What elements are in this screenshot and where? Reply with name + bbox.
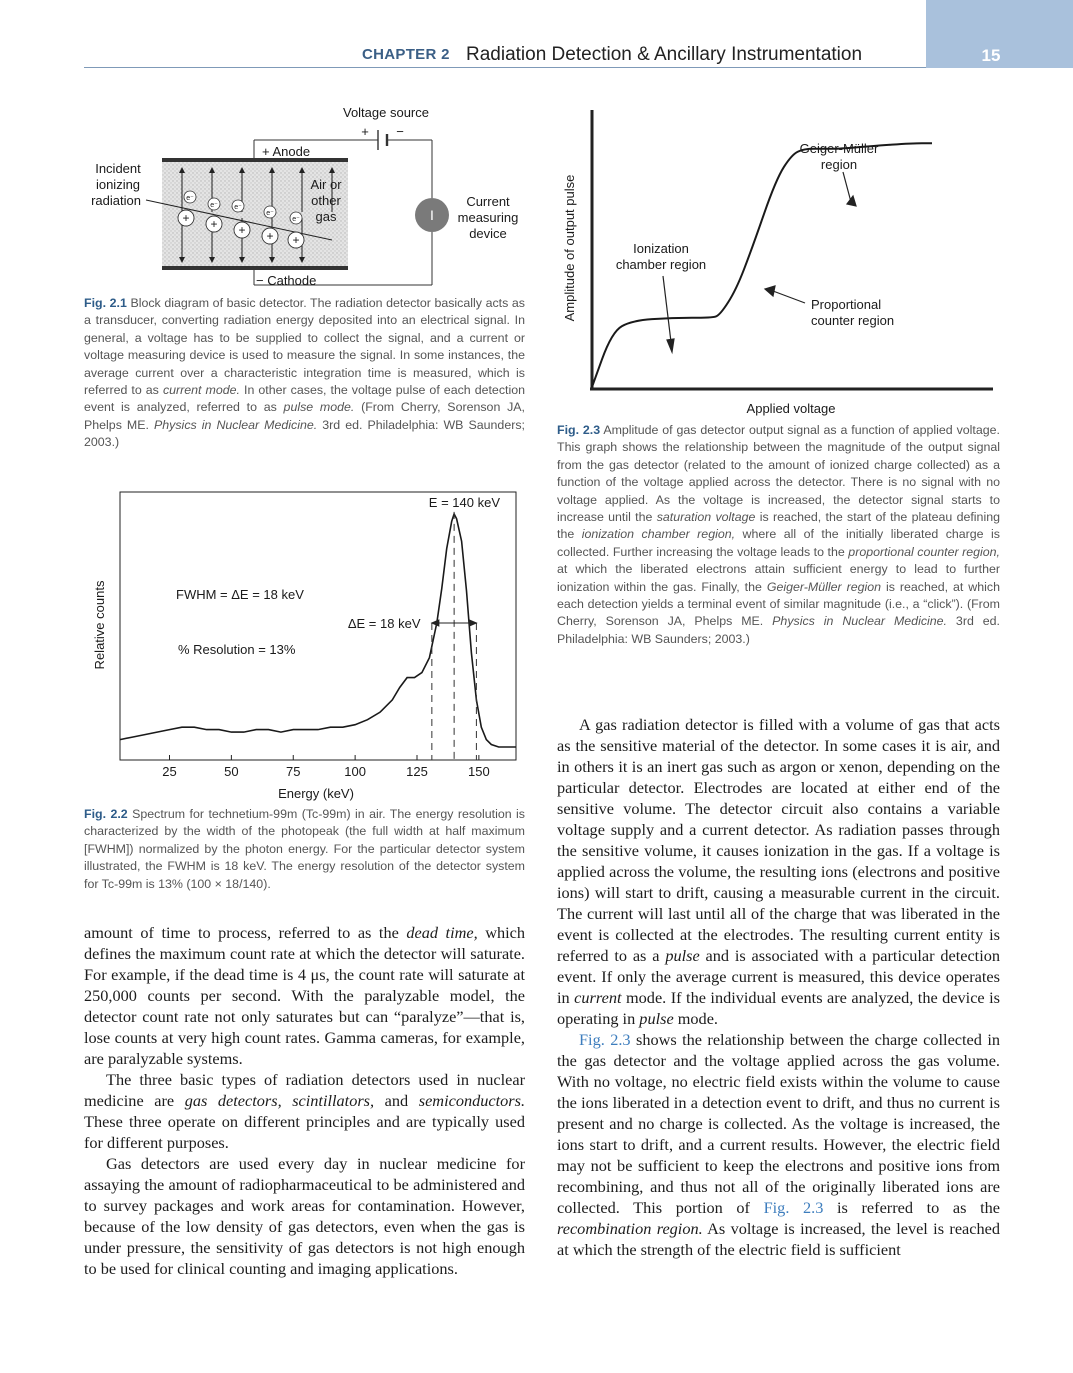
voltage-plus: + <box>361 124 369 139</box>
ion-4-label: + <box>266 229 274 243</box>
fig22-xlabel: Energy (keV) <box>278 786 354 801</box>
fig21-detector-diagram <box>84 100 544 292</box>
fig22-caption-label: Fig. 2.2 <box>84 807 128 821</box>
ion-5-label: + <box>292 233 300 247</box>
voltage-minus: − <box>396 124 404 139</box>
incident-label-2: ionizing <box>95 177 141 192</box>
electron-2-label: e⁻ <box>210 202 218 209</box>
anode-label: + Anode <box>262 144 311 159</box>
page-number: 15 <box>981 46 1001 65</box>
fig21-caption-text-d: 3rd ed. Philadelphia: WB Saunders; 2003.) <box>84 417 525 450</box>
fig23-caption <box>557 422 1000 648</box>
gm-arrow-head <box>847 196 856 206</box>
gas-label-1: Air or <box>310 177 342 192</box>
prop-label-2: counter region <box>811 313 895 328</box>
fig22-peak-label: E = 140 keV <box>428 495 500 510</box>
ion-1-label: + <box>182 211 190 225</box>
left-paragraph-2: The three basic types of radiation detectors used in nuclear medicine are gas detectors, scintillators, and semiconductors. These three operate on different principles and are typically used for different purposes. <box>84 1070 526 1152</box>
fig23-link-2[interactable]: Fig. 2.3 <box>763 1198 824 1217</box>
ion-arrow-line <box>663 276 671 342</box>
fig23-voltage-chart <box>557 100 1000 420</box>
current-label-1: Current <box>466 194 510 209</box>
gm-label-1: Geiger-Müller <box>799 141 879 156</box>
fig21-caption <box>84 295 525 452</box>
fig22-fwhm-label: FWHM = ΔE = 18 keV <box>176 587 304 602</box>
fig21-caption-text-c: (From Cherry, Sorenson JA, Phelps ME. <box>84 400 525 432</box>
fig23-caption-em4: Geiger-Müller region <box>766 579 882 594</box>
fig22-ylabel: Relative counts <box>92 580 107 670</box>
fig23-caption-em1: saturation voltage <box>656 510 756 525</box>
fig23-caption-label: Fig. 2.3 <box>557 423 601 437</box>
electron-4-label: e⁻ <box>266 210 274 217</box>
prop-arrow-head <box>765 286 775 296</box>
fig21-caption-text-b: In other cases, the voltage pulse of each detection event is analyzed, referred to as <box>84 383 525 415</box>
fig21-caption-em1: current mode. <box>162 383 240 398</box>
right-paragraph-2: Fig. 2.3 shows the relationship between the charge collected in the gas detector and the voltage applied across the gas volume. With no voltage, no electric field exists within the volume to cause the ions liberated in a detection event to drift, and thus no current is present and no charge is collected. As the voltage is increased, the ions start to drift, and a current results. However, the electric field may not be sufficient to keep the electrons and positive ions from recombining, and thus not all of the originally liberated ions are collected. This portion of Fig. 2.3 is referred to as the recombination region. As voltage is increased, the level is reached at which the strength of the electric field is sufficient <box>557 1030 1001 1259</box>
electron-1-label: e⁻ <box>186 195 194 202</box>
right-paragraph-1: A gas radiation detector is filled with a volume of gas that acts as the sensitive material of the detector. In some cases it is air, and in others it is an inert gas such as argon or xenon, depending on the particular detector. Electrodes are located at either end of the sensitive volume. The detector circuit also contains a variable voltage supply and a current detector. As radiation passes through the sensitive volume, it causes ionization in the gas. If a voltage is applied across the volume, the resulting ions (electrons and positive ions) will start to drift, causing a measurable current in the circuit. The current will last until all of the charge that was liberated in the event is collected at the electrodes. The resulting current entity is referred to as a pulse and is associated with a particular detection event. If only the average current is measured, this device operates in current mode. If the individual events are analyzed, the device is operating in pulse mode. <box>557 715 1001 1028</box>
fig23-xlabel: Applied voltage <box>746 401 836 416</box>
fig23-caption-text-d: at which the liberated electrons attain sufficient energy to lead to further ionization within the gas. Finally, the <box>557 562 1000 594</box>
fig22-xtick-label-0: 25 <box>162 764 177 779</box>
fig23-caption-text-e: is reached, at which each detection yields a terminal event of similar magnitude (i.e., a “click”). (From Cherry, Sorenson JA, Phelps ME. <box>557 579 1000 629</box>
current-label-2: measuring <box>457 210 519 225</box>
electron-3-label: e⁻ <box>234 204 242 211</box>
fig22-delta-arrow-left <box>432 620 439 626</box>
fig22-spectrum-line <box>120 514 516 747</box>
current-meter-symbol: I <box>430 207 434 223</box>
ion-2-label: + <box>210 217 218 231</box>
right-column-text <box>557 714 1000 1260</box>
gas-label-3: gas <box>315 209 337 224</box>
ion-label-2: chamber region <box>615 257 707 272</box>
header-rule <box>84 67 926 68</box>
left-paragraph-1: amount of time to process, referred to as the dead time, which defines the maximum count rate at which the detector will saturate. For example, if the dead time is 4 μs, the count rate will saturate at 250,000 counts per second. With the paralyzable model, the detector count rate not only saturates but can “paralyze”—that is, lose counts at very high count rates. Gamma cameras, for example, are paralyzable systems. <box>84 923 525 1068</box>
ion-arrow-head <box>667 339 674 352</box>
fig22-plot-frame <box>120 492 516 760</box>
fig23-caption-text-c: where all of the initially liberated charge is collected. Further increasing the voltage leads to the <box>557 527 1000 559</box>
fig23-caption-text-a: Amplitude of gas detector output signal as a function of applied voltage. This graph shows the relationship between the magnitude of the output signal from the gas detector (related to the amount of ionized charge collected) as a function of the voltage applied across the detector. There is no signal with no voltage applied. As the voltage is increased, the detector signal starts to increase until the <box>557 423 1000 525</box>
fig21-caption-em2: pulse mode. <box>283 400 355 415</box>
voltage-source-label: Voltage source <box>342 105 430 120</box>
gas-label-2: other <box>311 193 341 208</box>
gm-label-2: region <box>820 157 858 172</box>
ion-label-1: Ionization <box>633 241 689 256</box>
cathode-plate <box>162 266 348 270</box>
fig22-xtick-label-1: 50 <box>224 764 239 779</box>
fig22-delta-label: ΔE = 18 keV <box>347 616 421 631</box>
fig22-xtick-label-5: 150 <box>468 764 490 779</box>
fig22-xtick-label-2: 75 <box>286 764 301 779</box>
prop-label-1: Proportional <box>811 297 882 312</box>
fig21-caption-label: Fig. 2.1 <box>84 296 127 310</box>
fig22-caption-text: Spectrum for technetium-99m (Tc-99m) in air. The energy resolution is characterized by the width of the photopeak (the full width at half maximum [FWHM]) normalized by the photon energy. For the particular detector system illustrated, the FWHM is 18 keV. The energy resolution of the detector system for Tc-99m is 13% (100 × 18/140). <box>84 807 525 891</box>
fig22-delta-arrow-right <box>469 620 476 626</box>
fig23-ylabel: Amplitude of output pulse <box>562 174 577 322</box>
cathode-label: − Cathode <box>256 273 317 288</box>
fig23-link-1[interactable]: Fig. 2.3 <box>579 1030 631 1049</box>
gm-arrow-line <box>843 172 851 202</box>
fig22-caption <box>84 806 525 893</box>
incident-label-1: Incident <box>95 161 141 176</box>
fig23-caption-text-f: 3rd ed. Philadelphia: WB Saunders; 2003.) <box>557 614 1000 646</box>
fig22-xtick-label-4: 125 <box>406 764 428 779</box>
header-chapter: CHAPTER 2 <box>362 46 450 63</box>
incident-label-3: radiation <box>91 193 141 208</box>
left-column-text <box>84 922 525 1279</box>
fig23-caption-em3: proportional counter region, <box>848 544 1000 559</box>
fig23-caption-em5: Physics in Nuclear Medicine. <box>772 614 947 629</box>
fig23-caption-em2: ionization chamber region, <box>581 527 736 542</box>
fig22-resolution-label: % Resolution = 13% <box>178 642 296 657</box>
fig21-caption-em3: Physics in Nuclear Medicine. <box>154 417 318 432</box>
fig22-xtick-label-3: 100 <box>344 764 366 779</box>
prop-arrow-line <box>773 291 805 303</box>
left-paragraph-3: Gas detectors are used every day in nuclear medicine for assaying the amount of radiopharmaceutical to be administered and to survey packages and work areas for contamination. However, because of the low density of gas detectors, even when the gas is under pressure, the sensitivity of gas detectors is not high enough to be used for clinical counting and imaging applications. <box>84 1154 525 1278</box>
anode-plate <box>162 158 348 162</box>
ion-3-label: + <box>238 223 246 237</box>
header-title: Radiation Detection & Ancillary Instrumentation <box>466 44 863 65</box>
electron-5-label: e⁻ <box>292 216 300 223</box>
current-label-3: device <box>469 226 507 241</box>
fig22-spectrum-chart <box>84 485 524 803</box>
fig23-caption-text-b: is reached, the start of the plateau defining the <box>557 510 1000 542</box>
fig21-caption-text-a: Block diagram of basic detector. The radiation detector basically acts as a transducer, converting radiation energy deposited into an electrical signal. In general, a voltage has to be supplied to collect the signal, and a current or voltage measuring device is used to measure the signal. In some instances, the average current over a characteristic integration time is measured, which is referred to as <box>84 296 525 398</box>
